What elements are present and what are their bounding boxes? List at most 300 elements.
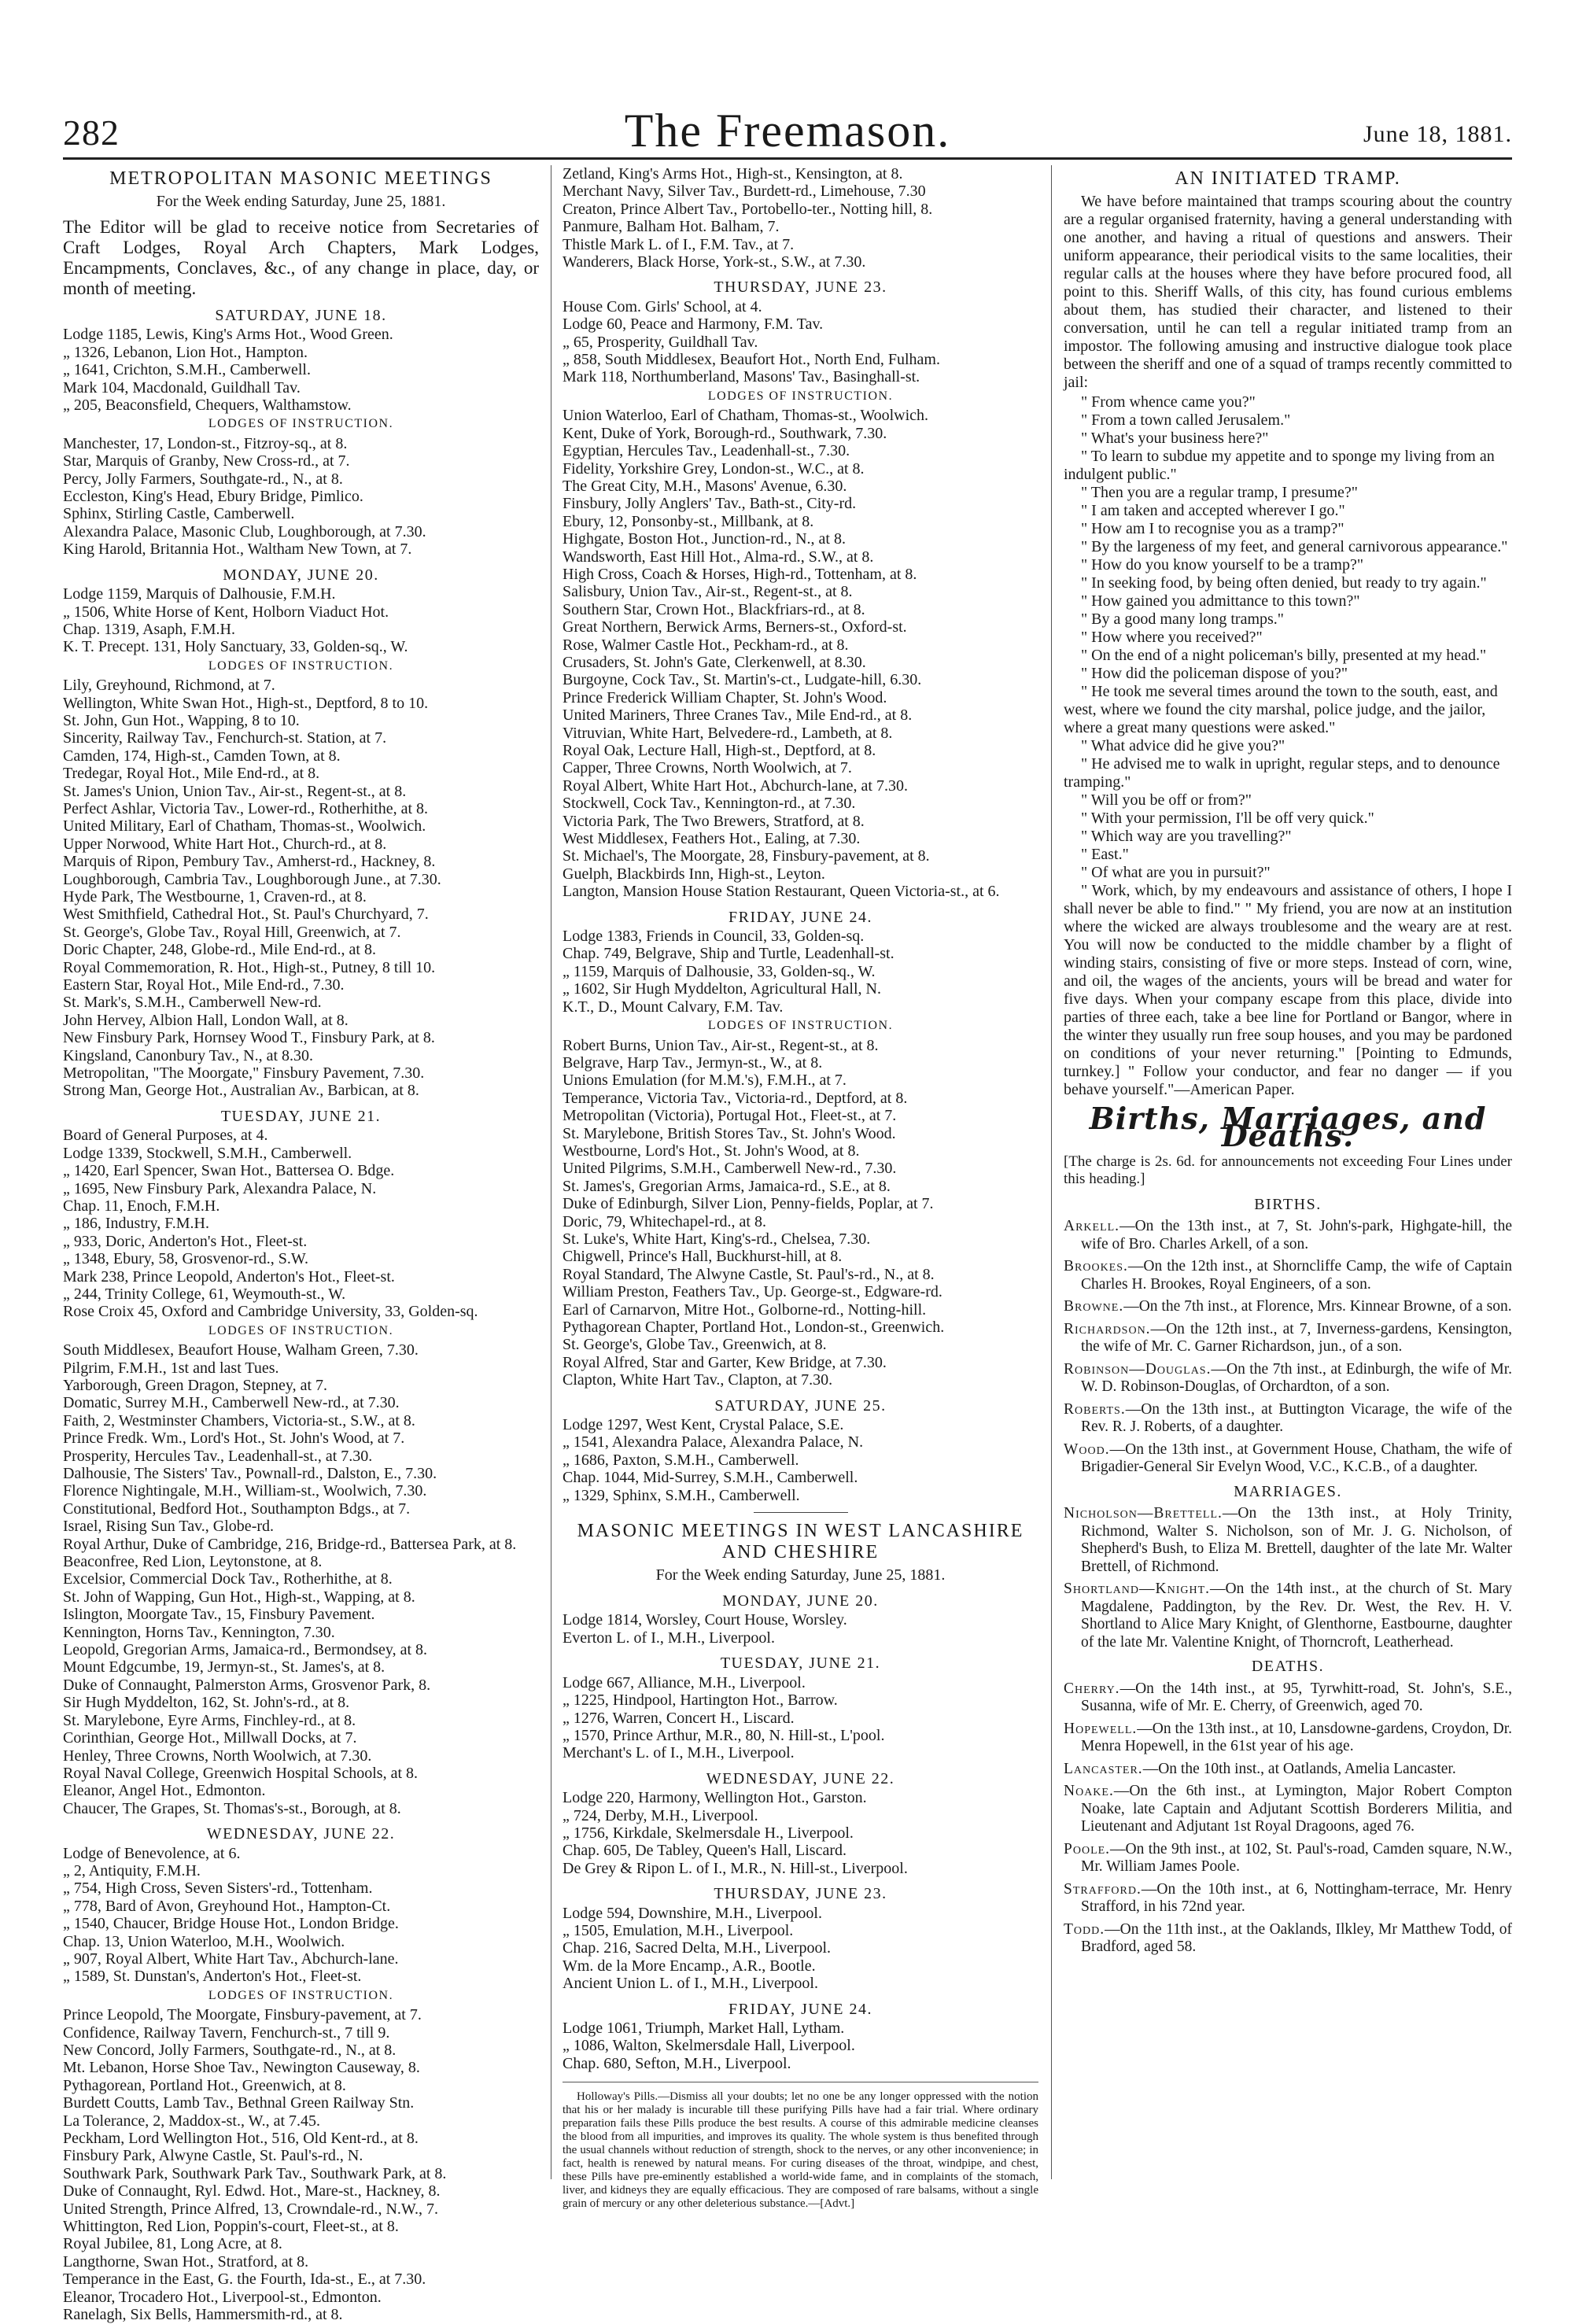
listing-entry: „ 1505, Emulation, M.H., Liverpool. [562,1921,794,1939]
listing-entry: Tredegar, Royal Hot., Mile End-rd., at 8. [63,765,320,783]
notice-surname: Poole. [1064,1840,1111,1857]
listing-entry: Manchester, 17, London-st., Fitzroy-sq., at 8. [63,434,348,452]
notice-text: —On the 13th inst., at Buttington Vicarage, the wife of the Rev. R. J. Roberts, of a daughter. [1081,1400,1512,1436]
listing-entry: Pythagorean Chapter, Portland Hot., London-st., Greenwich. [562,1319,945,1336]
dialogue-line: " Which way are you travelling?" [1081,828,1292,845]
marriages-list [1064,1505,1512,1651]
meeting-list [562,1416,1038,1504]
listing-entry: Constitutional, Bedford Hot., Southampton Bdgs., at 7. [63,1500,411,1518]
listing-entry: Camden, 174, High-st., Camden Town, at 8. [63,747,341,765]
listing-entry: New Concord, Jolly Farmers, Southgate-rd., N., at 8. [63,2042,397,2059]
listing-entry: Earl of Carnarvon, Mitre Hot., Golborne-rd., Notting-hill. [562,1300,927,1319]
listing-entry: Beaconfree, Red Lion, Leytonstone, at 8. [63,1553,323,1571]
listing-entry: „ 205, Beaconsfield, Chequers, Walthamstow. [63,397,352,415]
notice-entry [1064,1721,1512,1756]
listing-entry: Royal Alfred, Star and Garter, Kew Bridge, at 7.30. [562,1353,887,1371]
notice-text: —On the 6th inst., at Lymington, Major Robert Compton Noake, late Captain and Adjutant Scottish Borderers Militia, and Lieutenant and Adjutant 1st Royal Dragoons, aged 76. [1081,1783,1512,1835]
listing-entry: Metropolitan, "The Moorgate," Finsbury Pavement, 7.30. [63,1064,425,1083]
page-header [63,104,1512,157]
dialogue-line: " From whence came you?" [1081,393,1256,411]
listing-entry: King Harold, Britannia Hot., Waltham New Town, at 7. [63,540,412,559]
notice-text: —On the 7th inst., at Edinburgh, the wife of Mr. W. D. Robinson-Douglas, of Orchardton, of a son. [1081,1360,1512,1396]
notice-text: —On the 13th inst., at Government House, Chatham, the wife of Brigadier-General Sir Evelyn Wood, V.C., K.C.B., of a daughter. [1081,1441,1512,1476]
listing-entry: Kingsland, Canonbury Tav., N., at 8.30. [63,1046,314,1064]
dialogue-line: " Of what are you in pursuit?" [1081,864,1271,881]
listing-entry: Strong Man, George Hot., Australian Av., Barbican, at 8. [63,1082,419,1100]
listing-entry: Southwark Park, Southwark Park Tav., Southwark Park, at 8. [63,2164,447,2182]
notice-entry [1064,1921,1512,1957]
listing-entry: Chaucer, The Grapes, St. Thomas's-st., Borough, at 8. [63,1799,401,1817]
listing-entry: „ 1329, Sphinx, S.M.H., Camberwell. [562,1486,800,1504]
header-divider [63,157,1512,160]
dialogue-line: " Will you be off or from?" [1081,791,1252,809]
listing-entry: Panmure, Balham Hot. Balham, 7. [562,218,780,236]
listing-entry: La Tolerance, 2, Maddox-st., W., at 7.45. [63,2112,321,2130]
listing-entry: Doric, 79, Whitechapel-rd., at 8. [562,1212,766,1230]
listing-entry: Yarborough, Green Dragon, Stepney, at 7. [63,1376,328,1394]
listing-entry: Merchant's L. of I., M.H., Liverpool. [562,1744,795,1762]
listing-entry: Chigwell, Prince's Hall, Buckhurst-hill, at 8. [562,1248,843,1266]
listing-entry: United Mariners, Three Cranes Tav., Mile End-rd., at 8. [562,706,913,725]
instruction-heading: LODGES OF INSTRUCTION. [707,389,894,403]
listing-entry: „ 244, Trinity College, 61, Weymouth-st., W. [63,1285,346,1303]
listing-entry: „ 1326, Lebanon, Lion Hot., Hampton. [63,343,308,361]
listing-entry: Rose, Walmer Castle Hot., Peckham-rd., at 8. [562,636,849,654]
listing-entry: Stockwell, Cock Tav., Kennington-rd., at 7.30. [562,795,856,813]
listing-entry: Lodge 1814, Worsley, Court House, Worsley. [562,1611,847,1629]
listing-entry: Faith, 2, Westminster Chambers, Victoria-st., S.W., at 8. [63,1411,415,1429]
listing-entry: House Com. Girls' School, at 4. [562,297,762,315]
listing-entry: Finsbury, Jolly Anglers' Tav., Bath-st., City-rd. [562,495,857,513]
listing-entry: Duke of Connaught, Ryl. Edwd. Hot., Mare-st., Hackney, 8. [63,2182,441,2200]
listing-entry: Star, Marquis of Granby, New Cross-rd., at 7. [63,452,350,470]
notice-surname: Cherry. [1064,1680,1120,1697]
listing-entry: Union Waterloo, Earl of Chatham, Thomas-st., Woolwich. [562,407,929,425]
listing-entry: Royal Arthur, Duke of Cambridge, 216, Bridge-rd., Battersea Park, at 8. [63,1535,517,1553]
day-heading: WEDNESDAY, JUNE 22. [206,1825,396,1843]
listing-entry: New Finsbury Park, Hornsey Wood T., Finsbury Park, at 8. [63,1029,435,1047]
listing-entry: „ 1602, Sir Hugh Myddelton, Agricultural Hall, N. [562,980,881,998]
notice-surname: Wood. [1064,1441,1110,1458]
notice-surname: Roberts. [1064,1400,1126,1418]
listing-entry: Ebury, 12, Ponsonby-st., Millbank, at 8. [562,512,814,530]
meeting-list [562,298,1038,386]
listing-entry: Merchant Navy, Silver Tav., Burdett-rd., Limehouse, 7.30 [562,183,926,201]
instruction-heading: LODGES OF INSTRUCTION. [707,1019,894,1033]
listing-entry: Ranelagh, Six Bells, Hammersmith-rd., at 8. [63,2306,343,2324]
notice-entry [1064,1258,1512,1293]
listing-entry: Lodge 60, Peace and Harmony, F.M. Tav. [562,315,824,334]
bmd-note: [The charge is 2s. 6d. for announcements not exceeding Four Lines under this heading.] [1064,1153,1512,1187]
listing-entry: Mark 238, Prince Leopold, Anderton's Hot., Fleet-st. [63,1267,395,1286]
meeting-list [63,326,539,414]
listing-entry: Prince Leopold, The Moorgate, Finsbury-pavement, at 7. [63,2006,422,2024]
listing-entry: „ 1570, Prince Arthur, M.R., 80, N. Hill-st., L'pool. [562,1726,885,1744]
listing-entry: Percy, Jolly Farmers, Southgate-rd., N., at 8. [63,470,343,488]
listing-entry: Mount Edgcumbe, 19, Jermyn-st., St. James's, at 8. [63,1658,385,1677]
listing-entry: „ 1506, White Horse of Kent, Holborn Viaduct Hot. [63,603,389,621]
deaths-list [1064,1680,1512,1957]
instruction-list [562,1037,1038,1389]
listing-entry: United Pilgrims, S.M.H., Camberwell New-rd., 7.30. [562,1160,897,1178]
day-heading: MONDAY, JUNE 20. [722,1592,879,1610]
listing-entry: United Military, Earl of Chatham, Thomas-st., Woolwich. [63,817,426,836]
listing-entry: Egyptian, Hercules Tav., Leadenhall-st., 7.30. [562,442,850,460]
notice-entry [1064,1581,1512,1651]
listing-entry: Chap. 605, De Tabley, Queen's Hall, Liscard. [562,1842,847,1860]
notice-surname: Robinson—Douglas. [1064,1360,1212,1378]
listing-entry: Burgoyne, Cock Tav., St. Martin's-ct., Ludgate-hill, 6.30. [562,671,922,689]
listing-entry: St. Marylebone, Eyre Arms, Finchley-rd., at 8. [63,1711,356,1729]
notice-entry [1064,1841,1512,1876]
births-list [1064,1218,1512,1477]
dialogue-line: " East." [1081,846,1129,863]
tramp-closing: " Work, which, by my endeavours and assistance of others, I hope I shall never be able to find." " My friend, you are now at an institution where the wicked are always troublesome and the weary are at rest. You will now be conducted to the middle chamber by a flight of winding stairs, consisting of five or more steps. Instead of corn, wine, and oil, the wages of the ancients, yours will be bread and water for five days. When your company escape from this place, divide into parties of three each, take a bee line for Portland or Bangor, where in the winter they usually run free soup houses, and you may be pardoned on conditions of your never returning." [Pointing to Edmunds, turnkey.] " Follow your conductor, and fear no danger — if you behave yourself."—American Paper. [1064,882,1512,1098]
listing-entry: West Smithfield, Cathedral Hot., St. Paul's Churchyard, 7. [63,906,429,924]
dialogue-line: " In seeking food, by being often denied, but ready to try again." [1081,574,1487,592]
notice-text: —On the 10th inst., at 6, Nottingham-terrace, Mr. Henry Strafford, in his 72nd year. [1081,1880,1512,1916]
listing-entry: Highgate, Boston Hot., Junction-rd., N., at 8. [562,530,846,548]
listing-entry: St. George's, Globe Tav., Greenwich, at 8. [562,1336,827,1354]
listing-entry: Eastern Star, Royal Hot., Mile End-rd., 7.30. [63,976,345,994]
listing-entry: Duke of Connaught, Palmerston Arms, Grosvenor Park, 8. [63,1676,431,1694]
listing-entry: K.T., D., Mount Calvary, F.M. Tav. [562,998,784,1016]
listing-entry: „ 65, Prosperity, Guildhall Tav. [562,333,758,351]
listing-entry: Capper, Three Crowns, North Woolwich, at 7. [562,759,852,777]
editor-note: The Editor will be glad to receive notice from Secretaries of Craft Lodges, Royal Arch Chapters, Mark Lodges, Encampments, Conclaves, &c., of any change in place, day, or month of meeting. [63,217,539,298]
listing-entry: High Cross, Coach & Horses, High-rd., Tottenham, at 8. [562,565,917,583]
metropolitan-period: For the Week ending Saturday, June 25, 1881. [156,193,446,210]
listing-entry: „ 858, South Middlesex, Beaufort Hot., North End, Fulham. [562,351,940,369]
listing-entry: Sincerity, Railway Tav., Fenchurch-st. Station, at 7. [63,729,387,747]
notice-entry [1064,1761,1512,1779]
listing-entry: Crusaders, St. John's Gate, Clerkenwell, at 8.30. [562,653,866,671]
listing-entry: Doric Chapter, 248, Globe-rd., Mile End-rd., at 8. [63,941,376,959]
listing-entry: Dalhousie, The Sisters' Tav., Pownall-rd., Dalston, E., 7.30. [63,1465,437,1482]
listing-entry: Robert Burns, Union Tav., Air-st., Regent-st., at 8. [562,1036,879,1054]
listing-entry: St. James's, Gregorian Arms, Jamaica-rd., S.E., at 8. [562,1177,891,1195]
listing-entry: Prince Frederick William Chapter, St. John's Wood. [562,688,887,706]
bmd-title: Births, Marriages, and Deaths. [1089,1101,1487,1154]
listing-entry: „ 1420, Earl Spencer, Swan Hot., Battersea O. Bdge. [63,1162,395,1180]
listing-entry: „ 754, High Cross, Seven Sisters'-rd., Tottenham. [63,1879,373,1898]
listing-entry: Wellington, White Swan Hot., High-st., Deptford, 8 to 10. [63,694,429,712]
dialogue-line: " Then you are a regular tramp, I presume?" [1081,484,1358,501]
day-heading: THURSDAY, JUNE 23. [714,1885,887,1903]
notice-entry [1064,1505,1512,1576]
notice-surname: Strafford. [1064,1880,1142,1898]
notice-text: —On the 11th inst., at the Oaklands, Ilkley, Mr Matthew Todd, of Bradford, aged 58. [1081,1920,1512,1956]
listing-entry: St. Marylebone, British Stores Tav., St. John's Wood. [562,1124,896,1142]
dialogue-line: " What advice did he give you?" [1081,737,1285,754]
listing-entry: The Great City, M.H., Masons' Avenue, 6.30. [562,477,847,495]
notice-text: —On the 10th inst., at Oatlands, Amelia Lancaster. [1142,1760,1456,1777]
listing-entry: Alexandra Palace, Masonic Club, Loughborough, at 7.30. [63,522,426,540]
listing-entry: Leopold, Gregorian Arms, Jamaica-rd., Bermondsey, at 8. [63,1641,428,1659]
day-heading: THURSDAY, JUNE 23. [714,279,887,297]
section-divider [754,1512,848,1513]
listing-entry: Confidence, Railway Tavern, Fenchurch-st., 7 till 9. [63,2023,390,2042]
tramp-intro: We have before maintained that tramps scouring about the country are a regular organised fraternity, having a general understanding with one another, and having a ritual of questions and answers. Their uniform appearance, their periodical visits to the same localities, their regular calls at the houses where they have before procured food, all point to this. Sheriff Walls, of this city, has found curious emblems about them, has studied their character, and listened to their conversation, until he can tell a regular initiated tramp from an impostor. The following amusing and instructive dialogue took place between the sheriff and one of a squad of tramps recently committed to jail: [1064,193,1512,391]
listing-entry: Lodge 1383, Friends in Council, 33, Golden-sq. [562,928,865,946]
listing-entry: Ancient Union L. of I., M.H., Liverpool. [562,1975,818,1993]
notice-surname: Noake. [1064,1783,1114,1800]
notice-entry [1064,1321,1512,1356]
listing-entry: Chap. 13, Union Waterloo, M.H., Woolwich. [63,1932,345,1950]
listing-entry: Lodge 1339, Stockwell, S.M.H., Camberwell. [63,1144,352,1162]
notice-entry [1064,1401,1512,1437]
advertisement: Holloway's Pills.—Dismiss all your doubts; let no one be any longer oppressed with the notion that his or her malady is incurable till these purifying Pills have had a fair trial. Where ordinary preparation fails these Pills produce the best results. A course of this admirable medicine cleanses the blood from all impurities, and improves its quality. The whole system is thus benefited through the usual channels without reduction of strength, shock to the nerves, or any other inconvenience; in fact, health is renewed by natural means. For curing diseases of the throat, windpipe, and chest, these Pills have pre-eminently established a world-wide fame, and in complaints of the stomach, liver, and kidneys they are equally efficacious. They are composed of rare balsams, without a single grain of mercury or any other deleterious substance.—[Advt.] [562,2082,1038,2211]
listing-entry: South Middlesex, Beaufort House, Walham Green, 7.30. [63,1341,419,1359]
listing-entry: Florence Nightingale, M.H., William-st., Woolwich, 7.30. [63,1482,427,1500]
listing-entry: Lodge 1061, Triumph, Market Hall, Lytham. [562,2020,845,2037]
dialogue-line: " By a good many long tramps." [1081,611,1284,628]
listing-entry: Salisbury, Union Tav., Air-st., Regent-st., at 8. [562,583,853,601]
listing-entry: Lodge 220, Harmony, Wellington Hot., Garston. [562,1789,867,1807]
notice-surname: Browne. [1064,1298,1124,1315]
listing-entry: Wm. de la More Encamp., A.R., Bootle. [562,1957,816,1975]
listing-entry: Mark 118, Northumberland, Masons' Tav., Basinghall-st. [562,368,920,386]
dialogue-line: " With your permission, I'll be off very quick." [1081,810,1374,827]
listing-entry: Unions Emulation (for M.M.'s), F.M.H., at 7. [562,1072,847,1090]
listing-entry: Domatic, Surrey M.H., Camberwell New-rd., at 7.30. [63,1394,400,1412]
listing-entry: „ 1086, Walton, Skelmersdale Hall, Liverpool. [562,2037,855,2055]
listing-entry: St. Michael's, The Moorgate, 28, Finsbury-pavement, at 8. [562,847,930,865]
listing-entry: Guelph, Blackbirds Inn, High-st., Leyton. [562,865,825,883]
column-2 [562,165,1038,2211]
listing-entry: Royal Naval College, Greenwich Hospital Schools, at 8. [63,1764,419,1782]
listing-entry: „ 1276, Warren, Concert H., Liscard. [562,1709,795,1727]
listing-entry: Whittington, Red Lion, Poppin's-court, Fleet-st., at 8. [63,2218,399,2236]
meeting-list [63,1127,539,1320]
listing-entry: St. James's Union, Union Tav., Air-st., Regent-st., at 8. [63,782,407,800]
deaths-heading: DEATHS. [1251,1658,1325,1676]
listing-entry: „ 724, Derby, M.H., Liverpool. [562,1806,758,1824]
dialogue-line: " On the end of a night policeman's billy, presented at my head." [1081,647,1487,664]
day-heading: SATURDAY, JUNE 25. [714,1396,887,1415]
listing-entry: Royal Standard, The Alwyne Castle, St. Paul's-rd., N., at 8. [562,1265,935,1283]
listing-entry: Excelsior, Commercial Dock Tav., Rotherhithe, at 8. [63,1570,393,1588]
listing-entry: „ 1686, Paxton, S.M.H., Camberwell. [562,1451,799,1469]
day-heading: FRIDAY, JUNE 24. [728,2000,872,2018]
listing-entry: „ 1641, Crichton, S.M.H., Camberwell. [63,361,311,379]
day-heading: TUESDAY, JUNE 21. [220,1107,382,1125]
listing-entry: Rose Croix 45, Oxford and Cambridge University, 33, Golden-sq. [63,1303,478,1321]
listing-entry: „ 778, Bard of Avon, Greyhound Hot., Hampton-Ct. [63,1897,391,1915]
listing-entry: Israel, Rising Sun Tav., Globe-rd. [63,1518,275,1536]
meeting-list [63,585,539,656]
notice-text: —On the 9th inst., at 102, St. Paul's-road, Camden square, N.W., Mr. William James Poole. [1081,1840,1512,1876]
dialogue-line: " How where you received?" [1081,629,1263,646]
listing-entry: Royal Albert, White Hart Hot., Abchurch-lane, at 7.30. [562,777,908,795]
listing-entry: Vitruvian, White Hart, Belvedere-rd., Lambeth, at 8. [562,724,893,742]
listing-entry: Henley, Three Crowns, North Woolwich, at 7.30. [63,1747,372,1765]
listing-entry: De Grey & Ripon L. of I., M.R., N. Hill-st., Liverpool. [562,1859,908,1877]
notice-entry [1064,1783,1512,1836]
listing-entry: St. Mark's, S.M.H., Camberwell New-rd. [63,994,322,1012]
notice-text: —On the 14th inst., at the church of St. Mary Magdalene, Paddington, by the Rev. Dr. West, the Rev. H. V. Shortland to Alice Mary Knight, of Glenthorne, Eastbourne, daughter of the late Mr. Valentine Knight, of Thorncroft, Leatherhead. [1081,1581,1512,1651]
listing-entry: Great Northern, Berwick Arms, Berners-st., Oxford-st. [562,618,907,636]
listing-entry: „ 1225, Hindpool, Hartington Hot., Barrow. [562,1691,838,1710]
instruction-list [562,407,1038,900]
listing-entry: Chap. 1044, Mid-Surrey, S.M.H., Camberwell. [562,1469,858,1487]
listing-entry: Marquis of Ripon, Pembury Tav., Amherst-rd., Hackney, 8. [63,853,436,871]
dialogue-line: " To learn to subdue my appetite and to sponge my living from an indulgent public." [1064,448,1495,483]
instruction-heading: LODGES OF INSTRUCTION. [208,417,394,431]
listing-entry: Sir Hugh Myddelton, 162, St. John's-rd., at 8. [63,1694,350,1712]
instruction-heading: LODGES OF INSTRUCTION. [208,1988,394,2002]
listing-entry: Eccleston, King's Head, Ebury Bridge, Pimlico. [63,488,363,506]
listing-entry: John Hervey, Albion Hall, London Wall, at 8. [63,1011,349,1029]
births-heading: BIRTHS. [1254,1195,1322,1213]
notice-entry [1064,1218,1512,1253]
listing-entry: Creaton, Prince Albert Tav., Portobello-ter., Notting hill, 8. [562,200,933,218]
listing-entry: Corinthian, George Hot., Millwall Docks, at 7. [63,1729,357,1747]
marriages-heading: MARRIAGES. [1234,1482,1342,1500]
listing-entry: Temperance in the East, G. the Fourth, Ida-st., E., at 7.30. [63,2271,426,2289]
listing-entry: Pythagorean, Portland Hot., Greenwich, at 8. [63,2076,346,2094]
listing-entry: Eleanor, Trocadero Hot., Liverpool-st., Edmonton. [63,2288,382,2306]
dialogue-line: " What's your business here?" [1081,430,1269,447]
listing-entry: „ 1159, Marquis of Dalhousie, 33, Golden-sq., W. [562,962,876,980]
listing-entry: Mark 104, Macdonald, Guildhall Tav. [63,378,301,397]
listing-entry: „ 186, Industry, F.M.H. [63,1215,209,1233]
listing-entry: „ 2, Antiquity, F.M.H. [63,1861,201,1879]
listing-entry: Westbourne, Lord's Hot., St. John's Wood, at 8. [562,1142,860,1160]
listing-entry: Islington, Moorgate Tav., 15, Finsbury Pavement. [63,1606,375,1624]
listing-entry: St. Luke's, White Hart, King's-rd., Chelsea, 7.30. [562,1230,871,1248]
instruction-heading: LODGES OF INSTRUCTION. [208,1323,394,1337]
listing-entry: Chap. 680, Sefton, M.H., Liverpool. [562,2054,791,2072]
listing-entry: Clapton, White Hart Tav., Clapton, at 7.30. [562,1371,833,1389]
listing-entry: Lodge of Benevolence, at 6. [63,1844,241,1862]
listing-entry: Lodge 1185, Lewis, King's Arms Hot., Wood Green. [63,326,393,344]
dialogue-line: " He advised me to walk in upright, regular steps, and to denounce tramping." [1064,755,1500,791]
dialogue-line: " I am taken and accepted wherever I go." [1081,502,1345,519]
listing-entry: Kennington, Horns Tav., Kennington, 7.30. [63,1623,335,1641]
listing-entry: Mt. Lebanon, Horse Shoe Tav., Newington Causeway, 8. [63,2059,420,2077]
notice-entry [1064,1680,1512,1716]
listing-entry: Lily, Greyhound, Richmond, at 7. [63,677,275,695]
notice-surname: Shortland—Knight. [1064,1581,1210,1598]
listing-entry: Lodge 1297, West Kent, Crystal Palace, S.E. [562,1416,844,1434]
meeting-list [562,928,1038,1016]
notice-surname: Hopewell. [1064,1720,1138,1737]
listing-entry: Fidelity, Yorkshire Grey, London-st., W.C., at 8. [562,459,865,478]
listing-entry: Prosperity, Hercules Tav., Leadenhall-st., at 7.30. [63,1447,373,1465]
instruction-list [63,1341,539,1817]
listing-entry: Lodge 594, Downshire, M.H., Liverpool. [562,1904,822,1922]
dialogue-line: " From a town called Jerusalem." [1081,411,1291,429]
column-1 [63,165,539,2324]
listing-entry: „ 1695, New Finsbury Park, Alexandra Palace, N. [63,1179,377,1197]
issue-date: June 18, 1881. [1363,121,1512,147]
notice-text: —On the 12th inst., at Shorncliffe Camp, the wife of Captain Charles H. Brookes, Royal Engineers, of a son. [1081,1258,1512,1293]
listing-entry: „ 907, Royal Albert, White Hart Tav., Abchurch-lane. [63,1950,399,1968]
listing-entry: Everton L. of I., M.H., Liverpool. [562,1629,775,1647]
page-number: 282 [63,113,120,153]
notice-text: —On the 13th inst., at 10, Lansdowne-gardens, Croydon, Dr. Menra Hopewell, in the 61st year of his age. [1081,1720,1512,1755]
dialogue-line: " How did the policeman dispose of you?" [1081,665,1348,682]
column-divider [1051,165,1052,2179]
dialogue-line: " How do you know yourself to be a tramp?" [1081,556,1364,574]
dialogue-line: " How gained you admittance to this town?" [1081,592,1360,610]
tramp-title: AN INITIATED TRAMP. [1175,168,1401,189]
listing-entry: Board of General Purposes, at 4. [63,1127,268,1145]
listing-entry: Lodge 667, Alliance, M.H., Liverpool. [562,1673,806,1691]
listing-entry: Chap. 1319, Asaph, F.M.H. [63,620,235,638]
dialogue-line: " He took me several times around the town to the south, east, and west, where we found the city marshal, police judge, and the jailor, where a great many questions were asked." [1064,683,1498,736]
listing-entry: „ 1756, Kirkdale, Skelmersdale H., Liverpool. [562,1824,854,1842]
day-heading: MONDAY, JUNE 20. [223,566,379,584]
west-lancs-title: MASONIC MEETINGS IN WEST LANCASHIRE AND CHESHIRE [577,1521,1024,1563]
listing-entry: Hyde Park, The Westbourne, 1, Craven-rd., at 8. [63,888,367,906]
notice-surname: Todd. [1064,1920,1105,1938]
notice-entry [1064,1298,1512,1316]
listing-entry: Chap. 749, Belgrave, Ship and Turtle, Leadenhall-st. [562,945,894,963]
instruction-heading: LODGES OF INSTRUCTION. [208,658,394,673]
dialogue-line: " How am I to recognise you as a tramp?" [1081,520,1344,537]
listing-entry: „ 1540, Chaucer, Bridge House Hot., London Bridge. [63,1915,399,1933]
metropolitan-title: METROPOLITAN MASONIC MEETINGS [109,168,492,189]
listing-entry: Temperance, Victoria Tav., Victoria-rd., Deptford, at 8. [562,1089,908,1107]
listing-entry: Finsbury Park, Alwyne Castle, St. Paul's-rd., N. [63,2147,363,2165]
listing-entry: Victoria Park, The Two Brewers, Stratford, at 8. [562,812,865,830]
listing-entry: Belgrave, Harp Tav., Jermyn-st., W., at 8. [562,1053,823,1072]
listing-entry: Lodge 1159, Marquis of Dalhousie, F.M.H. [63,585,336,603]
listing-entry: Royal Jubilee, 81, Long Acre, at 8. [63,2235,282,2253]
column-3 [1064,165,1512,1961]
listing-entry: Wandsworth, East Hill Hot., Alma-rd., S.W., at 8. [562,548,874,566]
listing-entry: Metropolitan (Victoria), Portugal Hot., Fleet-st., at 7. [562,1107,897,1125]
notice-surname: Richardson. [1064,1320,1151,1337]
notice-entry [1064,1881,1512,1916]
listing-entry: Loughborough, Cambria Tav., Loughborough June., at 7.30. [63,870,441,888]
listing-entry: St. George's, Globe Tav., Royal Hill, Greenwich, at 7. [63,923,401,941]
listing-entry: Southern Star, Crown Hot., Blackfriars-rd., at 8. [562,600,865,618]
listing-entry: „ 1348, Ebury, 58, Grosvenor-rd., S.W. [63,1250,308,1268]
listing-entry: Langthorne, Swan Hot., Stratford, at 8. [63,2252,309,2271]
meeting-list [63,1845,539,1986]
instruction-list [63,435,539,559]
listing-entry: „ 1541, Alexandra Palace, Alexandra Palace, N. [562,1433,864,1452]
listing-entry: Thistle Mark L. of I., F.M. Tav., at 7. [562,235,795,253]
notice-surname: Nicholson—Brettell. [1064,1505,1223,1522]
tramp-dialogue [1064,393,1512,882]
listing-entry: United Strength, Prince Alfred, 13, Crowndale-rd., N.W., 7. [63,2200,438,2218]
listing-entry: Burdett Coutts, Lamb Tav., Bethnal Green Railway Stn. [63,2094,415,2112]
notice-text: —On the 14th inst., at 95, Tyrwhitt-road, St. John's, S.E., Susanna, wife of Mr. E. Cherry, of Greenwich, aged 70. [1081,1680,1512,1715]
listing-entry: Sphinx, Stirling Castle, Camberwell. [63,505,295,523]
listing-entry: Chap. 216, Sacred Delta, M.H., Liverpool. [562,1939,832,1957]
notice-text: —On the 13th inst., at 7, St. John's-park, Highgate-hill, the wife of Bro. Charles Arkell, of a son. [1081,1218,1512,1252]
dialogue-line: " By the largeness of my feet, and general carnivorous appearance." [1081,538,1508,555]
listing-entry: Eleanor, Angel Hot., Edmonton. [63,1782,266,1800]
instruction-list [562,165,1038,271]
listing-entry: „ 1589, St. Dunstan's, Anderton's Hot., Fleet-st. [63,1968,362,1986]
day-heading: FRIDAY, JUNE 24. [728,908,872,926]
listing-entry: Duke of Edinburgh, Silver Lion, Penny-fields, Poplar, at 7. [562,1195,934,1213]
notice-text: —On the 12th inst., at 7, Inverness-gardens, Kensington, the wife of Mr. C. Garner Richardson, jun., of a son. [1081,1320,1512,1356]
notice-entry [1064,1361,1512,1396]
listing-entry: Langton, Mansion House Station Restaurant, Queen Victoria-st., at 6. [562,883,1000,901]
listing-entry: Peckham, Lord Wellington Hot., 516, Old Kent-rd., at 8. [63,2130,419,2148]
notice-text: —On the 7th inst., at Florence, Mrs. Kinnear Browne, of a son. [1123,1298,1512,1315]
listing-entry: K. T. Precept. 131, Holy Sanctuary, 33, Golden-sq., W. [63,638,408,656]
notice-entry [1064,1441,1512,1477]
listing-entry: West Middlesex, Feathers Hot., Ealing, at 7.30. [562,830,861,848]
instruction-list [63,677,539,1100]
